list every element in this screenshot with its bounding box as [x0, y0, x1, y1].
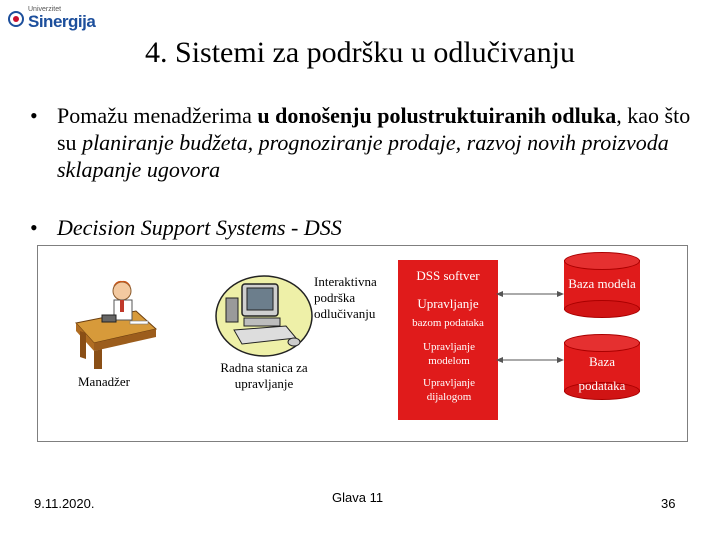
workstation-computer-icon [214, 268, 314, 360]
logo-small-text: Univerzitet [28, 6, 62, 13]
manager-desk-icon [72, 271, 160, 371]
bullet-1-part-2: , kao što su [57, 103, 691, 155]
data-base-label-2: podataka [578, 378, 626, 393]
bullet-1-italic: planiranje budžeta, prognoziranje prodaje, razvoj novih proizvoda sklapanje ugovora [57, 130, 669, 182]
model-base-cylinder [564, 252, 640, 318]
footer-date: 9.11.2020. [34, 496, 95, 511]
dss-diagram [37, 245, 688, 442]
bullet-1-part-1: Pomažu menadžerima [57, 103, 258, 128]
footer-page-number: 36 [661, 496, 676, 511]
bullet-1-text [57, 102, 712, 183]
bullet-dot: • [30, 103, 38, 128]
db-management-label-2: bazom podataka [412, 317, 484, 329]
bullet-2-text: Decision Support Systems - DSS [57, 215, 342, 240]
logo-main-text: Sinergija [28, 12, 96, 31]
model-management-label: Upravljanje modelom [423, 341, 475, 367]
university-logo [6, 6, 96, 32]
bullet-1-bold: u donošenju polustruktuiranih odluka [257, 103, 617, 128]
footer-chapter: Glava 11 [332, 490, 384, 505]
logo-icon [8, 11, 24, 27]
slide-title: 4. Sistemi za podršku u odlučivanju [145, 36, 575, 69]
data-base-label-1: Baza [589, 354, 615, 369]
data-base-cylinder [564, 334, 640, 400]
manager-label: Manadžer [78, 374, 130, 389]
dialog-management-label: Upravljanje dijalogom [423, 377, 475, 403]
model-base-label: Baza modela [568, 276, 636, 291]
interactive-support-label: Interaktivna podrška odlučivanju [314, 274, 377, 321]
dss-software-panel [398, 260, 498, 420]
db-management-label-1: Upravljanje [417, 296, 479, 311]
connector-arrows [496, 286, 566, 376]
bullet-dot: • [30, 215, 38, 240]
workstation-label: Radna stanica za upravljanje [220, 360, 308, 391]
dss-software-label: DSS softver [416, 268, 480, 283]
